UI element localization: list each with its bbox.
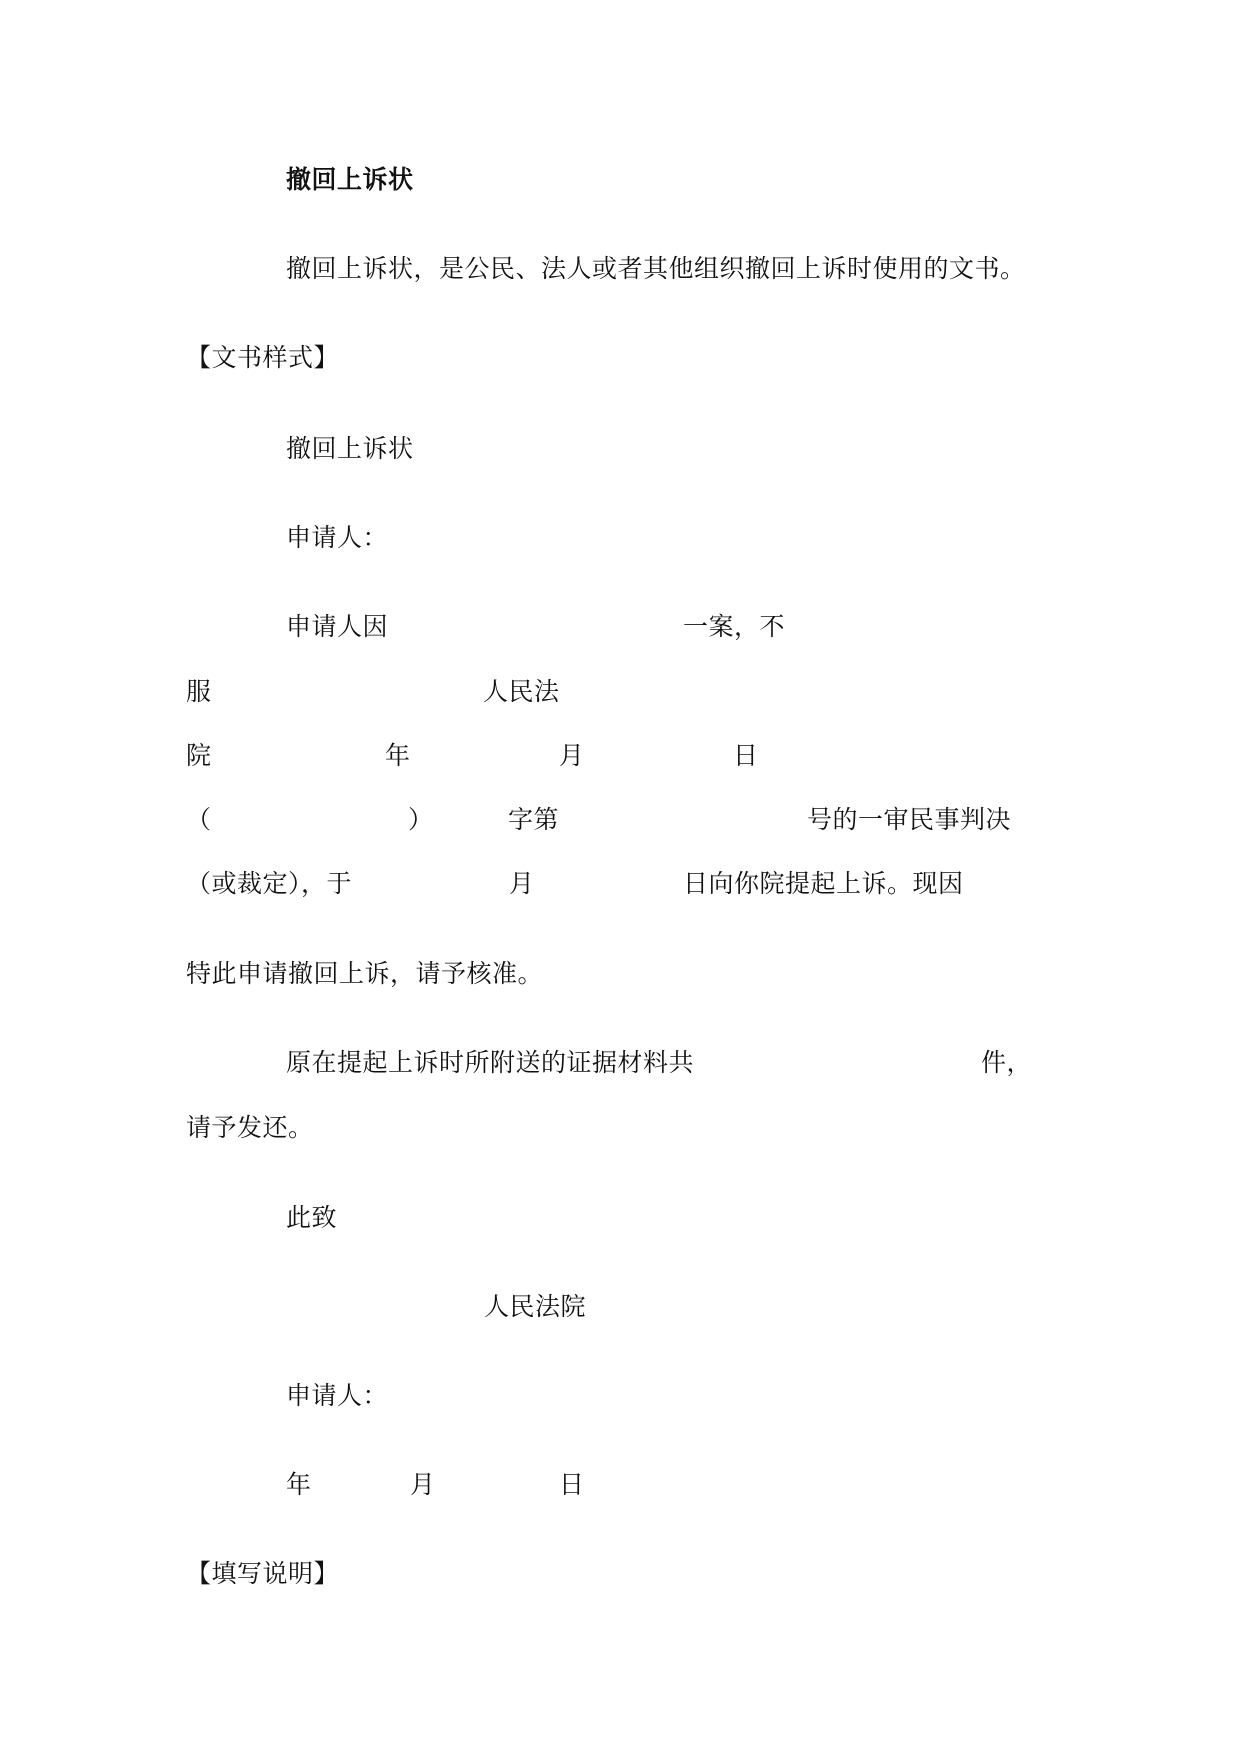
intro-paragraph: 撤回上诉状，是公民、法人或者其他组织撤回上诉时使用的文书。 xyxy=(286,254,1026,283)
evidence-line-start: 原在提起上诉时所附送的证据材料共 xyxy=(286,1048,695,1077)
number-judgment: 号的一审民事判决 xyxy=(807,805,1012,834)
sign-year-label: 年 xyxy=(286,1470,312,1499)
number-close-paren: ） xyxy=(408,805,434,834)
number-open-paren: （ xyxy=(186,805,212,834)
appeal-line-end: 日向你院提起上诉。现因 xyxy=(683,869,964,898)
date-year-label: 年 xyxy=(385,741,411,770)
form-title: 撤回上诉状 xyxy=(286,434,414,463)
section-heading-instructions: 【填写说明】 xyxy=(186,1559,340,1588)
return-line: 请予发还。 xyxy=(186,1113,314,1142)
withdraw-line: 特此申请撤回上诉，请予核准。 xyxy=(186,959,544,988)
sign-day-label: 日 xyxy=(559,1470,585,1499)
appeal-line-start: （或裁定），于 xyxy=(186,869,353,898)
applicant-label: 申请人： xyxy=(286,523,389,552)
sign-month-label: 月 xyxy=(410,1470,436,1499)
date-month-label: 月 xyxy=(559,741,585,770)
number-zi-di: 字第 xyxy=(508,805,560,834)
signature-label: 申请人： xyxy=(286,1381,389,1410)
document-title: 撤回上诉状 xyxy=(286,165,414,194)
date-day-label: 日 xyxy=(733,741,759,770)
court-line-start: 服 xyxy=(186,677,212,706)
court-line-end: 人民法 xyxy=(483,677,560,706)
case-line-end: 一案，不 xyxy=(683,612,786,641)
case-line-start: 申请人因 xyxy=(286,612,389,641)
appeal-month-label: 月 xyxy=(509,869,535,898)
section-heading-format: 【文书样式】 xyxy=(186,343,340,372)
date-line-start: 院 xyxy=(186,741,212,770)
salutation: 此致 xyxy=(286,1203,338,1232)
evidence-line-end: 件， xyxy=(981,1048,1033,1077)
court-addressee: 人民法院 xyxy=(484,1292,587,1321)
